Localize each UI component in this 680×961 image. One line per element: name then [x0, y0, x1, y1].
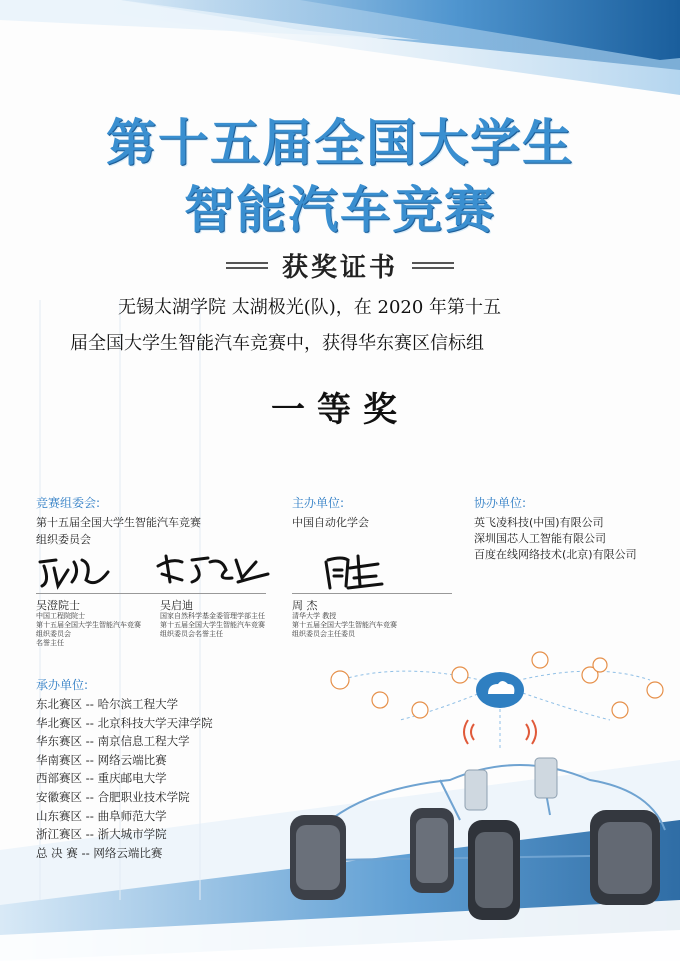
award-heading-text: 获奖证书	[281, 253, 398, 283]
signatory-name: 周 杰	[292, 599, 318, 612]
competition-title-line1: 第十五届全国大学生	[106, 114, 574, 172]
signature-zhou-jie	[318, 548, 398, 592]
committee-label: 竞赛组委会:	[36, 496, 101, 510]
signature-wu-qidi	[152, 548, 272, 588]
award-text-line1: 无锡太湖学院 太湖极光(队)，在 2020 年第十五	[118, 297, 502, 318]
divider	[412, 262, 454, 269]
signatory-roles: 清华大学 教授 第十五届全国大学生智能汽车竞赛 组织委员会主任委员	[292, 612, 397, 638]
host-item: 浙江赛区 -- 浙大城市学院	[36, 827, 167, 842]
host-item: 山东赛区 -- 曲阜师范大学	[36, 808, 167, 823]
host-item: 华东赛区 -- 南京信息工程大学	[36, 734, 190, 749]
signature-wu-cheng	[36, 552, 116, 592]
competition-title-line2: 智能汽车竞赛	[184, 181, 496, 239]
host-item: 华南赛区 -- 网络云端比赛	[36, 752, 167, 767]
divider	[226, 262, 268, 269]
signatory-roles: 国家自然科学基金委管理学部主任 第十五届全国大学生智能汽车竞赛 组织委员会名誉主任	[160, 612, 265, 638]
co-organizer-label: 协办单位:	[474, 496, 527, 510]
host-item: 安徽赛区 -- 合肥职业技术学院	[36, 789, 190, 804]
host-item: 东北赛区 -- 哈尔滨工程大学	[36, 697, 179, 711]
host-item: 华北赛区 -- 北京科技大学天津学院	[36, 715, 213, 730]
co-organizer-item: 深圳国芯人工智能有限公司	[474, 532, 606, 545]
award-text-line2: 届全国大学生智能汽车竞赛中，获得华东赛区信标组	[70, 333, 484, 354]
co-organizer-item: 百度在线网络技术(北京)有限公司	[474, 548, 637, 561]
signature-line	[292, 593, 452, 594]
organizer-label: 主办单位:	[292, 496, 345, 510]
connected-car-illustration	[290, 640, 670, 940]
host-item: 西部赛区 -- 重庆邮电大学	[36, 771, 167, 786]
signatory-name: 吴澄院士	[36, 599, 80, 612]
signatory-roles: 中国工程院院士 第十五届全国大学生智能汽车竞赛 组织委员会 名誉主任	[36, 612, 141, 647]
co-organizer-item: 英飞凌科技(中国)有限公司	[474, 516, 604, 529]
committee-line2: 组织委员会	[36, 533, 91, 546]
signatory-name: 吴启迪	[160, 599, 193, 612]
award-heading	[0, 247, 680, 284]
host-item: 总 决 赛 -- 网络云端比赛	[36, 845, 163, 860]
organizer-name: 中国自动化学会	[292, 516, 369, 529]
prize-level: 一等奖	[271, 390, 409, 430]
committee-line1: 第十五届全国大学生智能汽车竞赛	[36, 516, 201, 529]
hosts-list	[36, 695, 213, 862]
signature-line	[36, 593, 266, 594]
hosts-label: 承办单位:	[36, 678, 89, 692]
